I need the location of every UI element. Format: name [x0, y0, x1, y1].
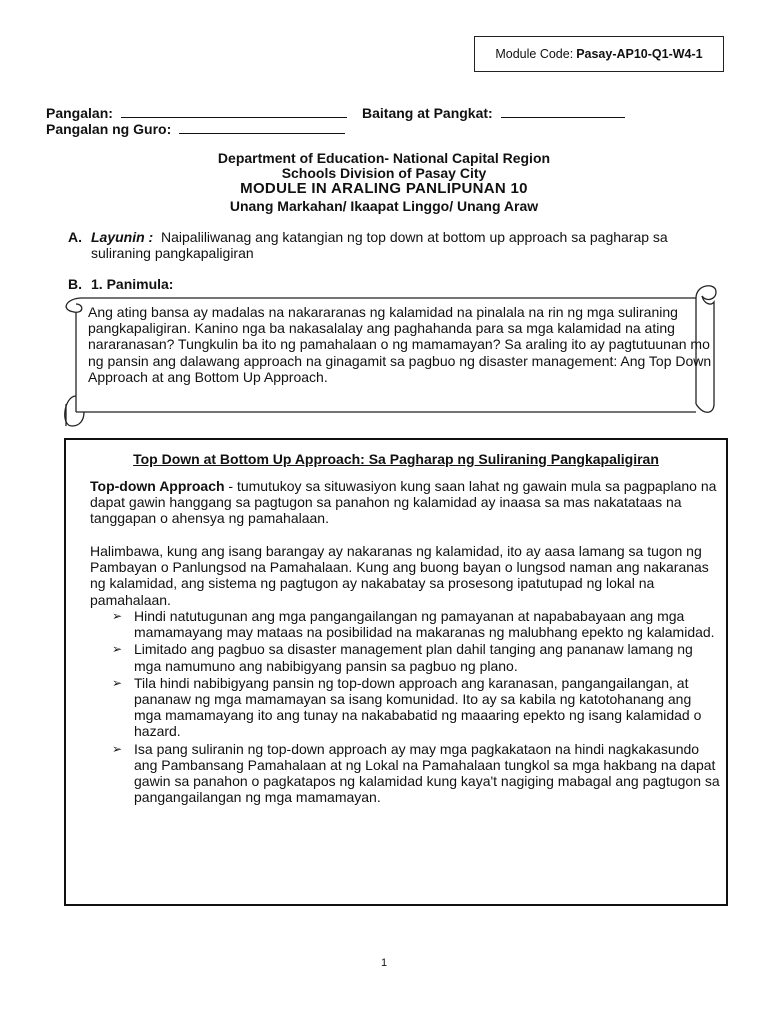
objective-text: Naipaliliwanag ang katangian ng top down at bottom up approach sa pagharap sa	[161, 229, 668, 245]
grade-section-blank[interactable]	[501, 104, 625, 118]
bullet-text: Hindi natutugunan ang mga pangangailangan ng pamayanan at napababayaan ang mga mamamayang may mataas na posibilidad na makaranas ng malubhang epekto ng kalamidad.	[134, 608, 715, 641]
objective-label: Layunin :	[91, 229, 154, 245]
list-item	[112, 641, 722, 673]
module-title: MODULE IN ARALING PANLIPUNAN 10	[240, 180, 528, 197]
division-title: Schools Division of Pasay City	[281, 165, 487, 181]
bullet-text: Tila hindi nabibigyang pansin ng top-down approach ang karanasan, pangangailangan, at pananaw ng mga mamamayan sa isang komunidad. Ito ay sa kabila ng katotohanang ang mga mamamayang ito ang tunay na nakababatid ng maaaring epekto ng isang kalamidad o hazard.	[134, 674, 702, 740]
module-code-value: Pasay-AP10-Q1-W4-1	[576, 47, 703, 61]
teacher-label: Pangalan ng Guro:	[46, 121, 172, 137]
arrowhead-bullet-icon: ➢	[112, 675, 123, 690]
arrowhead-bullet-icon: ➢	[112, 609, 123, 623]
introduction-label: 1. Panimula:	[91, 276, 174, 292]
section-a-marker: A.	[68, 229, 82, 245]
top-down-definition	[90, 478, 720, 527]
top-down-example: Halimbawa, kung ang isang barangay ay nakaranas ng kalamidad, ito ay aasa lamang sa tugon ng Pambayan o Panlungsod na Pamahalaan. Kung ang buong bayan o lungsod naman ang nakaranas ng kalamidad, ang sistema ng pagtugon ay nakabatay sa prosesong ipatutupad ng lokal na pamahalaan.	[90, 543, 709, 608]
arrowhead-bullet-icon: ➢	[112, 642, 123, 657]
module-code-box	[474, 36, 724, 72]
module-code-label: Module Code:	[495, 47, 574, 61]
grade-section-label: Baitang at Pangkat:	[362, 105, 493, 121]
list-item	[112, 675, 722, 740]
bullet-text: Isa pang suliranin ng top-down approach ay may mga pagkakataon na hindi nagkakasundo ang Pambansang Pamahalaan at ng Lokal na Pamahalaan tungkol sa mga hakbang na dapat gawin sa panahon o pagkatapos ng kalamidad kung kaya't nagiging mabagal ang pagtugon sa pangangailangan ng mga mamamayan.	[134, 740, 720, 806]
list-item	[112, 608, 722, 640]
name-blank[interactable]	[121, 104, 347, 118]
teacher-field[interactable]	[46, 120, 345, 137]
top-down-issues-list	[112, 608, 722, 806]
bullet-text: Limitado ang pagbuo sa disaster management plan dahil tanging ang pananaw lamang ng mga namumuno ang nabibigyang pansin sa pagbuo ng plano.	[134, 641, 693, 674]
content-box-title: Top Down at Bottom Up Approach: Sa Pagharap ng Suliraning Pangkapaligiran	[133, 451, 659, 467]
objective-text-continued: suliraning pangkapaligiran	[91, 245, 254, 261]
name-label: Pangalan:	[46, 105, 113, 121]
section-a-objective	[91, 229, 731, 245]
region-title: Department of Education- National Capital Region	[217, 150, 551, 166]
top-down-definition-text: - tumutukoy sa situwasiyon kung saan lahat ng gawain mula sa pagpaplano na dapat gawin hanggang sa pagtugon sa panahon ng kalamidad ay inaasa sa mas nakatataas na tanggapan o ahensya ng pamahalaan.	[90, 478, 717, 527]
list-item	[112, 741, 722, 806]
arrowhead-bullet-icon: ➢	[112, 741, 123, 756]
quarter-week-day: Unang Markahan/ Ikaapat Linggo/ Unang Araw	[229, 198, 539, 214]
section-b-marker: B.	[68, 276, 82, 292]
name-field[interactable]	[46, 104, 347, 121]
introduction-text: Ang ating bansa ay madalas na nakararanas ng kalamidad na pinalala na rin ng mga suliraning pangkapaligiran. Kanino nga ba nakasalalay ang paghahanda para sa mga kalamidad na ating nararanasan? Tungkulin ba ito ng pamahalaan o ng mamamayan? Sa araling ito ay pagtutuunan mo ng pansin ang dalawang approach na ginagamit sa pagbuo ng disaster management: Ang Top Down Approach at ang Bottom Up Approach.	[88, 304, 712, 385]
top-down-term: Top-down Approach	[90, 478, 225, 494]
grade-section-field[interactable]	[362, 104, 625, 121]
page-number: 1	[380, 957, 388, 969]
teacher-blank[interactable]	[179, 120, 345, 134]
